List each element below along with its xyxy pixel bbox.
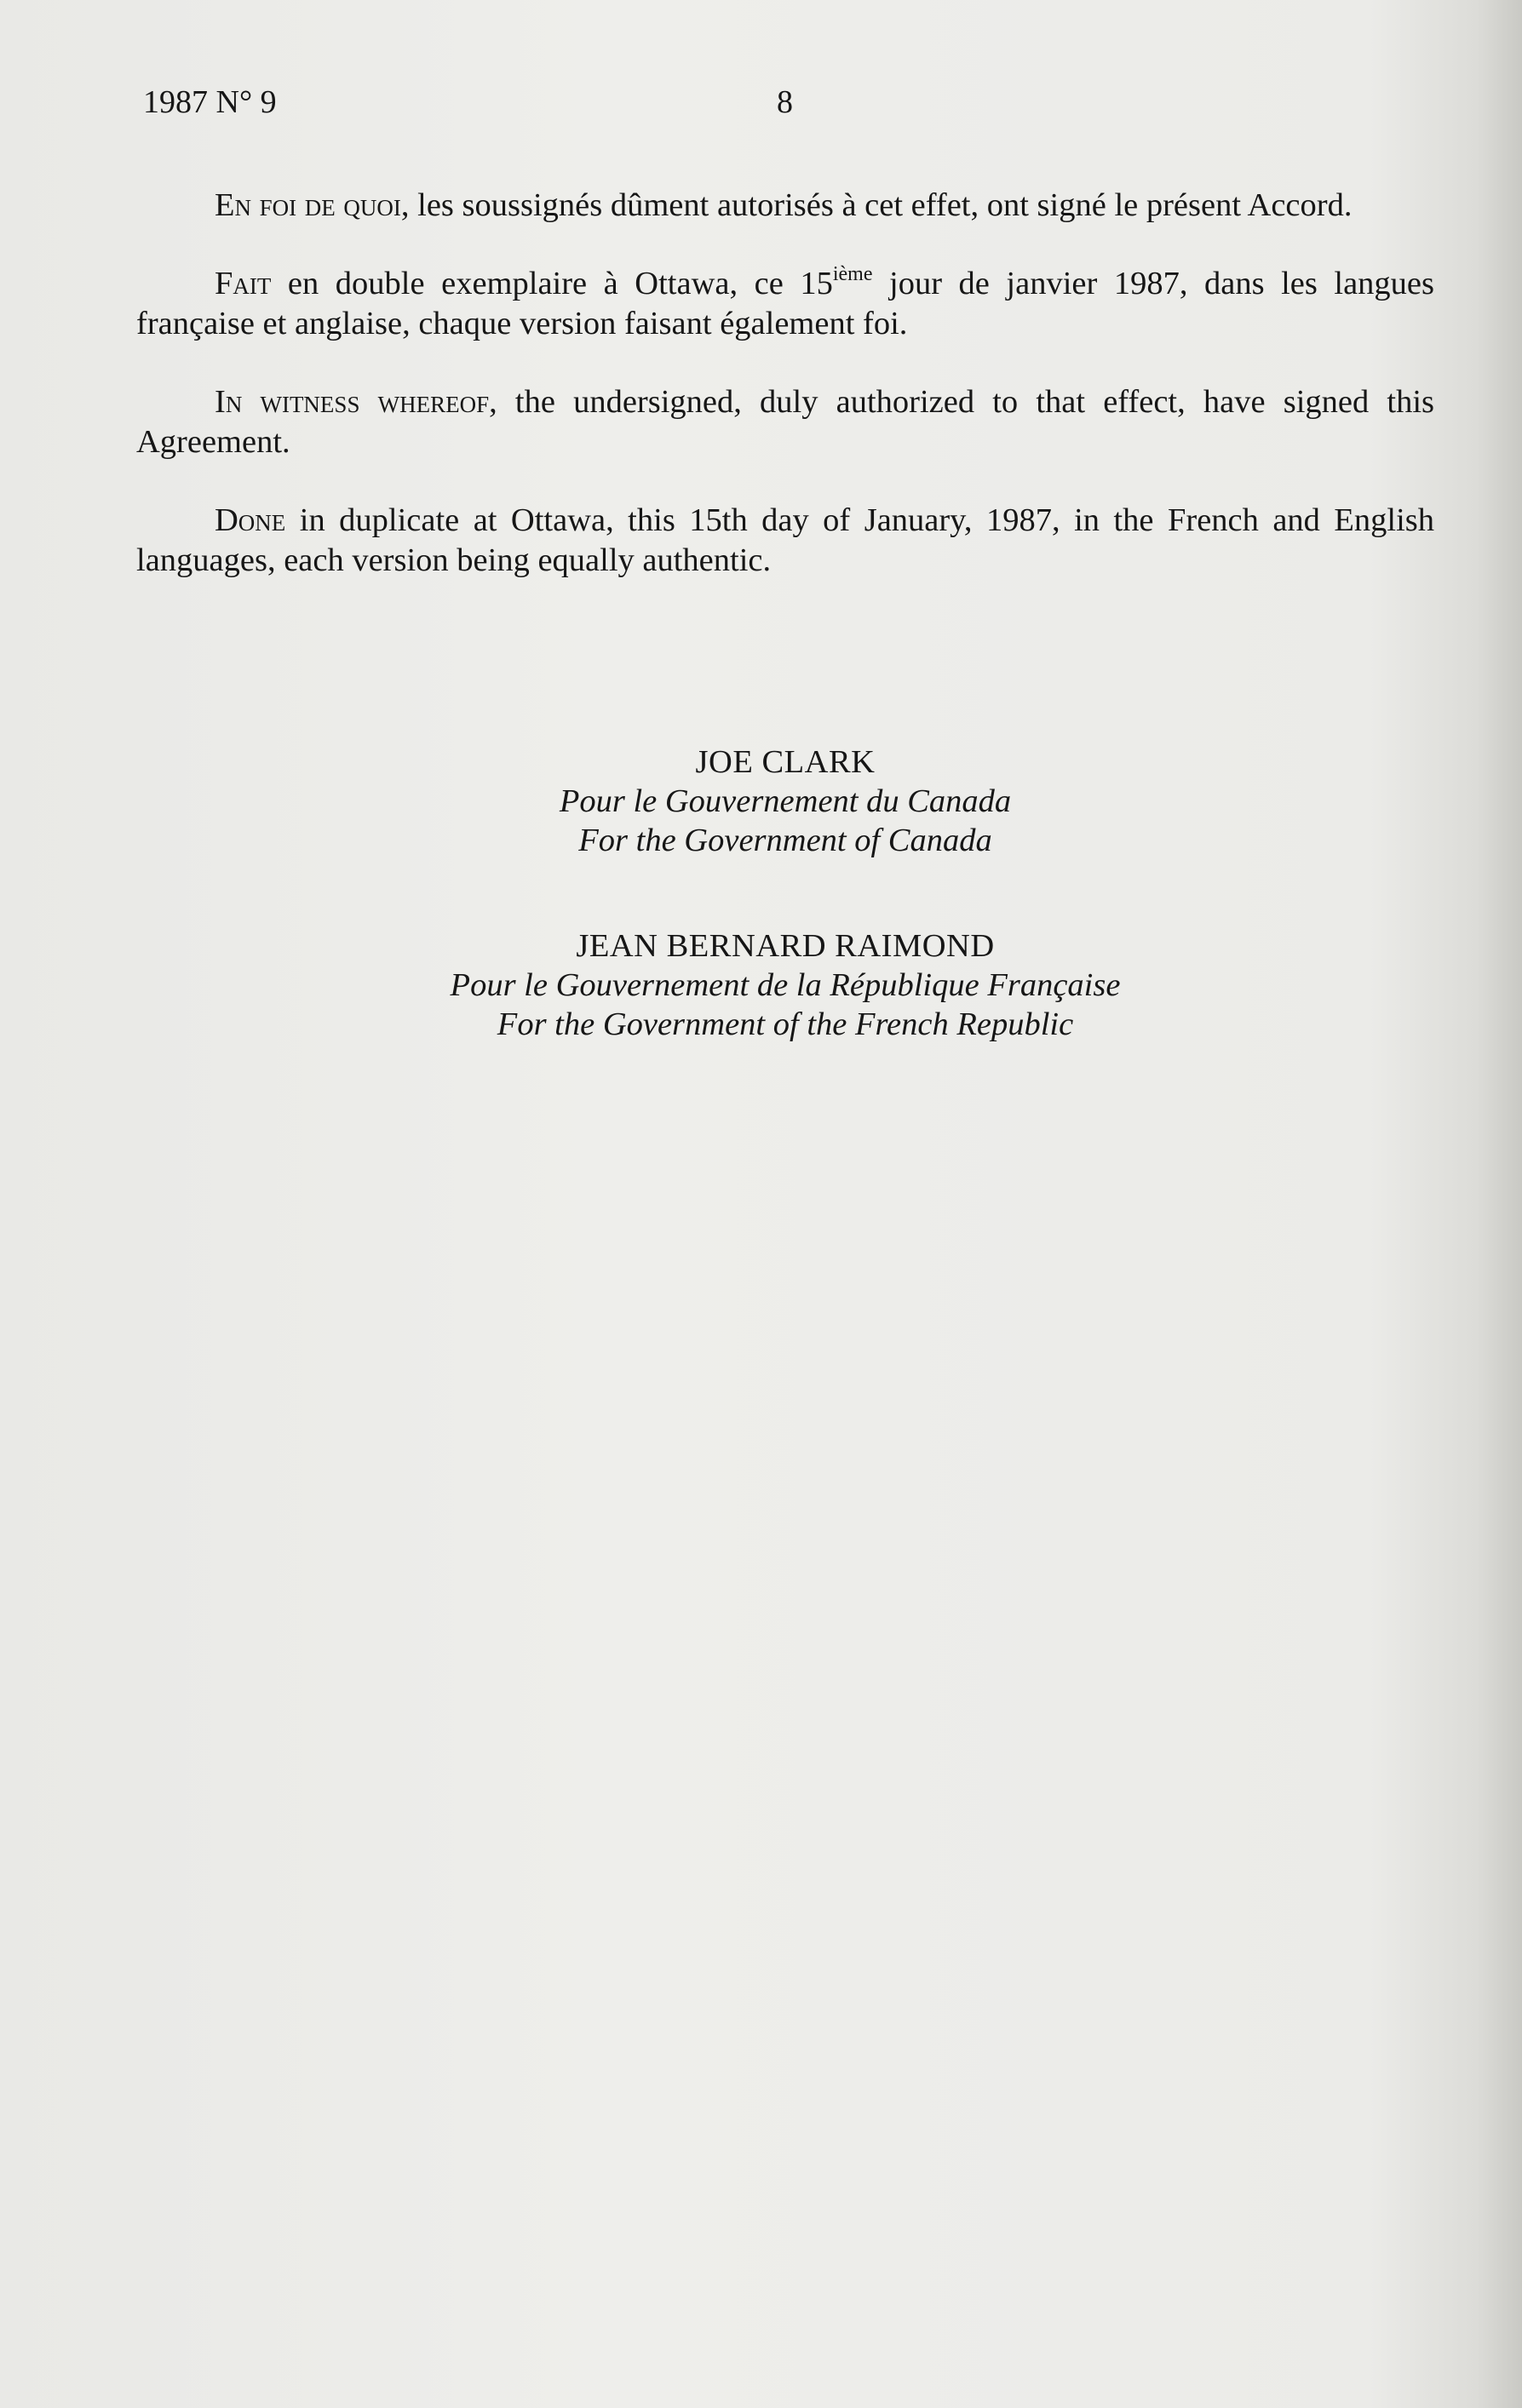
paragraph-lead: En foi de quoi,: [215, 187, 410, 223]
document-body: [136, 186, 1434, 619]
page-header: [136, 83, 1465, 135]
paragraph-en-foi-de-quoi: [136, 186, 1434, 226]
signature-block-canada: [136, 742, 1434, 860]
paragraph-text: les soussignés dûment autorisés à cet effet, ont signé le présent Accord.: [409, 187, 1353, 223]
ordinal-superscript: ième: [832, 263, 873, 286]
header-year-number: 1987 N° 9: [143, 84, 277, 120]
signatory-role-en: For the Government of Canada: [578, 823, 992, 858]
signatory-name: JOE CLARK: [695, 744, 876, 780]
signatory-role-en: For the Government of the French Republic: [497, 1006, 1074, 1042]
paragraph-lead: Done: [215, 502, 286, 538]
paragraph-lead: In witness whereof,: [215, 384, 497, 420]
header-page-number: 8: [777, 84, 793, 120]
signatory-name: JEAN BERNARD RAIMOND: [576, 928, 995, 964]
paragraph-text: jour de janvier 1987, dans les langues française et anglaise, chaque version faisant également foi.: [136, 266, 1434, 341]
signature-block-france: [136, 926, 1434, 1044]
paragraph-lead: Fait: [215, 266, 272, 301]
paragraph-fait: [136, 264, 1434, 344]
paragraph-text: in duplicate at Ottawa, this 15th day of January, 1987, in the French and English languages, each version being equally authentic.: [136, 502, 1434, 578]
signature-section: [136, 742, 1434, 1110]
signatory-role-fr: Pour le Gouvernement du Canada: [559, 783, 1012, 819]
paragraph-in-witness-whereof: [136, 382, 1434, 462]
paragraph-text: en double exemplaire à Ottawa, ce 15: [271, 266, 833, 301]
paragraph-done: [136, 501, 1434, 581]
paragraph-text: the undersigned, duly authorized to that effect, have signed this Agreement.: [136, 384, 1434, 460]
signatory-role-fr: Pour le Gouvernement de la République Française: [450, 967, 1121, 1003]
